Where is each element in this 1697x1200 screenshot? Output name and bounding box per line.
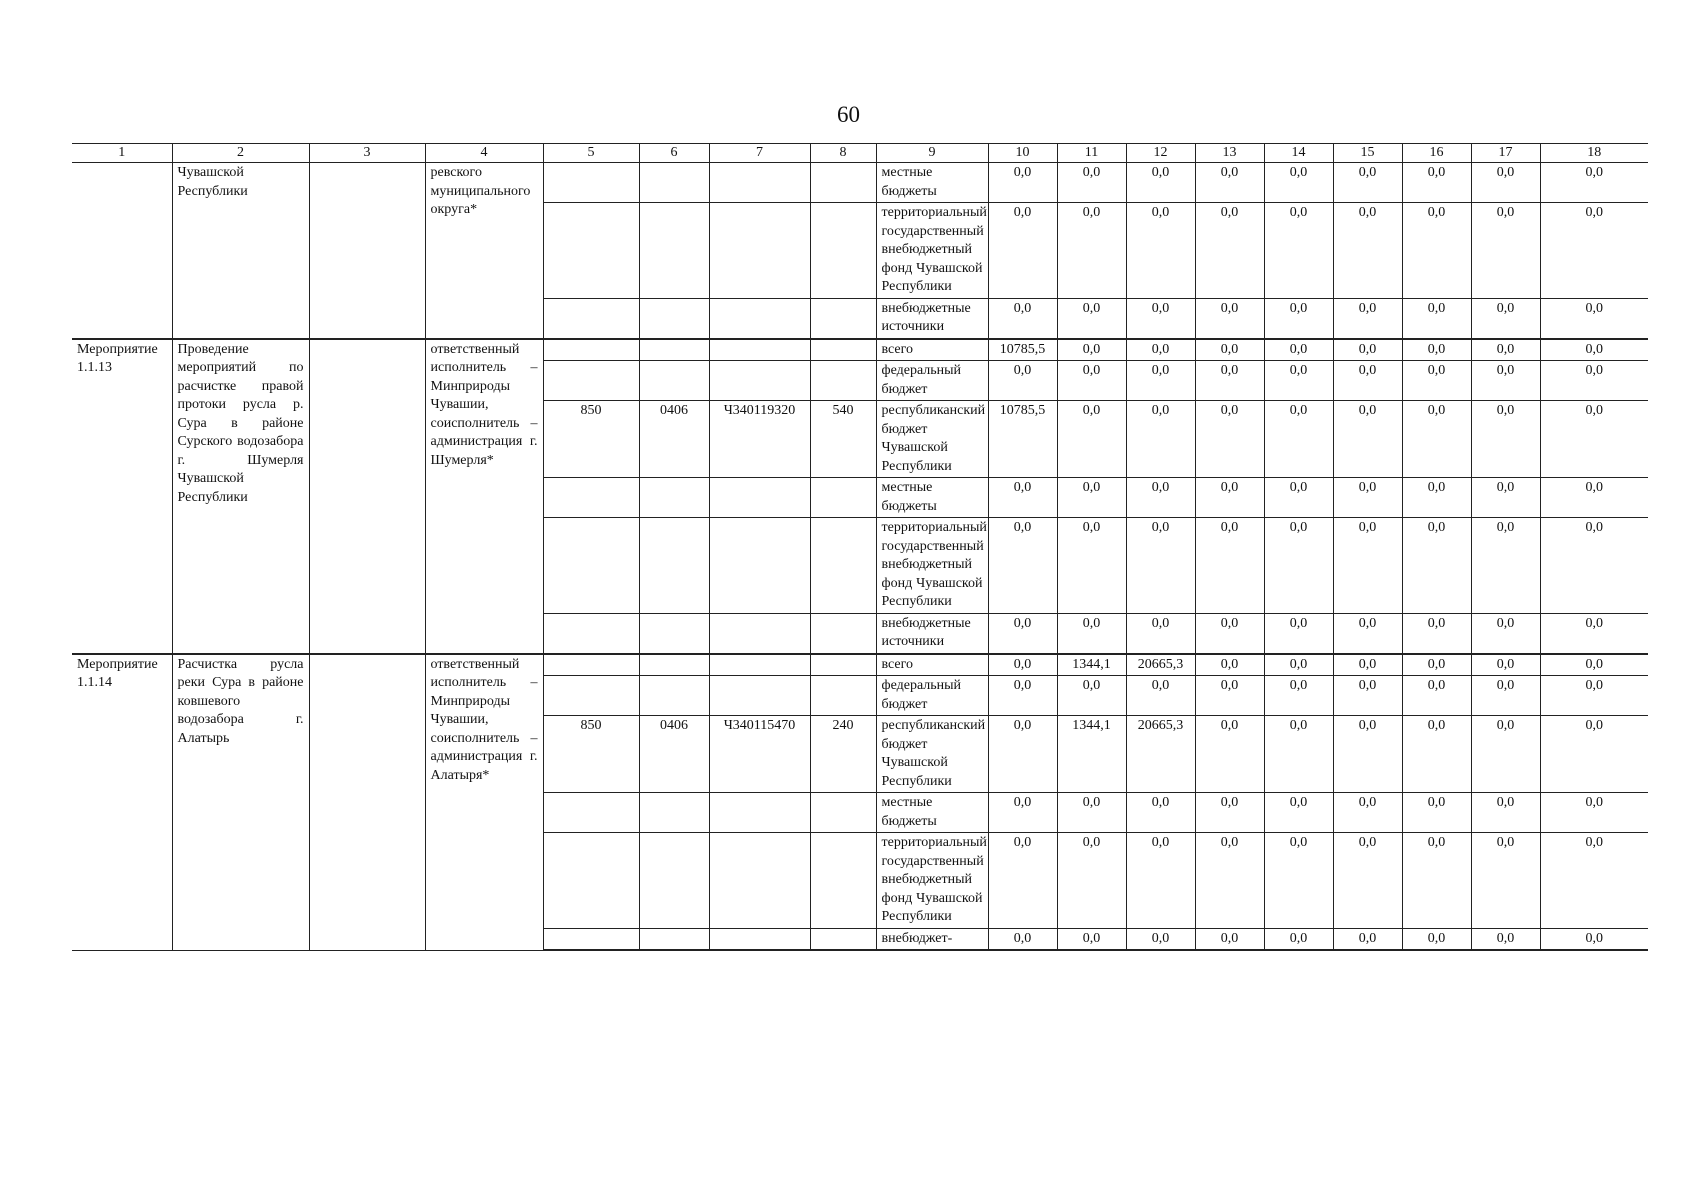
value-cell-col-10: 0,0	[988, 716, 1057, 793]
value-cell-col-18: 0,0	[1540, 298, 1648, 339]
value-cell-col-18: 0,0	[1540, 339, 1648, 361]
value-cell-col-15: 0,0	[1333, 361, 1402, 401]
value-cell-col-13: 0,0	[1195, 928, 1264, 950]
event-number-cell: Мероприятие 1.1.13	[72, 339, 172, 654]
value-cell-col-15: 0,0	[1333, 339, 1402, 361]
column-3-cell	[309, 339, 425, 654]
event-name-cell: Чувашской Республики	[172, 163, 309, 339]
value-cell-col-16: 0,0	[1402, 478, 1471, 518]
expense-type-cell	[810, 163, 876, 203]
value-cell-col-12: 0,0	[1126, 518, 1195, 614]
value-cell-col-10: 0,0	[988, 654, 1057, 676]
expense-type-cell	[810, 339, 876, 361]
value-cell-col-17: 0,0	[1471, 163, 1540, 203]
grbs-code-cell	[543, 298, 639, 339]
section-code-cell	[639, 518, 709, 614]
value-cell-col-11: 0,0	[1057, 163, 1126, 203]
expense-type-cell	[810, 298, 876, 339]
value-cell-col-13: 0,0	[1195, 401, 1264, 478]
funding-source-cell: внебюджетные источники	[876, 298, 988, 339]
target-article-cell	[709, 928, 810, 950]
column-number-17: 17	[1471, 144, 1540, 163]
value-cell-col-10: 0,0	[988, 833, 1057, 929]
funding-source-cell: внебюджетные источники	[876, 613, 988, 654]
value-cell-col-11: 1344,1	[1057, 654, 1126, 676]
value-cell-col-16: 0,0	[1402, 676, 1471, 716]
value-cell-col-18: 0,0	[1540, 716, 1648, 793]
value-cell-col-15: 0,0	[1333, 298, 1402, 339]
column-number-2: 2	[172, 144, 309, 163]
funding-source-cell: внебюджет-	[876, 928, 988, 950]
value-cell-col-18: 0,0	[1540, 654, 1648, 676]
target-article-cell	[709, 833, 810, 929]
value-cell-col-13: 0,0	[1195, 833, 1264, 929]
grbs-code-cell	[543, 928, 639, 950]
column-number-3: 3	[309, 144, 425, 163]
expense-type-cell	[810, 518, 876, 614]
value-cell-col-15: 0,0	[1333, 833, 1402, 929]
value-cell-col-12: 0,0	[1126, 361, 1195, 401]
value-cell-col-14: 0,0	[1264, 203, 1333, 299]
value-cell-col-14: 0,0	[1264, 928, 1333, 950]
value-cell-col-16: 0,0	[1402, 928, 1471, 950]
value-cell-col-15: 0,0	[1333, 478, 1402, 518]
expense-type-cell	[810, 793, 876, 833]
target-article-cell	[709, 478, 810, 518]
section-code-cell	[639, 203, 709, 299]
grbs-code-cell	[543, 361, 639, 401]
value-cell-col-15: 0,0	[1333, 793, 1402, 833]
expense-type-cell	[810, 833, 876, 929]
value-cell-col-16: 0,0	[1402, 793, 1471, 833]
value-cell-col-14: 0,0	[1264, 163, 1333, 203]
funding-source-cell: местные бюджеты	[876, 793, 988, 833]
value-cell-col-15: 0,0	[1333, 203, 1402, 299]
value-cell-col-15: 0,0	[1333, 163, 1402, 203]
funding-source-cell: территориальный государственный внебюджетный фонд Чувашской Республики	[876, 203, 988, 299]
funding-source-cell: местные бюджеты	[876, 163, 988, 203]
budget-table	[72, 143, 1648, 951]
funding-source-cell: федеральный бюджет	[876, 676, 988, 716]
value-cell-col-14: 0,0	[1264, 478, 1333, 518]
column-number-4: 4	[425, 144, 543, 163]
value-cell-col-10: 0,0	[988, 298, 1057, 339]
table-row	[72, 163, 1648, 203]
value-cell-col-18: 0,0	[1540, 361, 1648, 401]
value-cell-col-17: 0,0	[1471, 361, 1540, 401]
target-article-cell: Ч340119320	[709, 401, 810, 478]
expense-type-cell	[810, 654, 876, 676]
value-cell-col-15: 0,0	[1333, 401, 1402, 478]
value-cell-col-14: 0,0	[1264, 833, 1333, 929]
section-code-cell	[639, 478, 709, 518]
section-code-cell	[639, 928, 709, 950]
value-cell-col-15: 0,0	[1333, 928, 1402, 950]
value-cell-col-13: 0,0	[1195, 793, 1264, 833]
value-cell-col-10: 10785,5	[988, 401, 1057, 478]
value-cell-col-18: 0,0	[1540, 613, 1648, 654]
value-cell-col-18: 0,0	[1540, 833, 1648, 929]
value-cell-col-11: 0,0	[1057, 833, 1126, 929]
funding-source-cell: федеральный бюджет	[876, 361, 988, 401]
value-cell-col-15: 0,0	[1333, 613, 1402, 654]
value-cell-col-17: 0,0	[1471, 676, 1540, 716]
executor-cell: ответственный исполнитель – Минприроды Чувашии, соисполнитель – администрация г. Шумерля*	[425, 339, 543, 654]
value-cell-col-15: 0,0	[1333, 716, 1402, 793]
target-article-cell	[709, 613, 810, 654]
value-cell-col-11: 0,0	[1057, 518, 1126, 614]
value-cell-col-13: 0,0	[1195, 361, 1264, 401]
value-cell-col-14: 0,0	[1264, 339, 1333, 361]
value-cell-col-17: 0,0	[1471, 613, 1540, 654]
target-article-cell	[709, 339, 810, 361]
value-cell-col-12: 0,0	[1126, 401, 1195, 478]
value-cell-col-13: 0,0	[1195, 163, 1264, 203]
column-number-14: 14	[1264, 144, 1333, 163]
value-cell-col-10: 0,0	[988, 203, 1057, 299]
value-cell-col-10: 0,0	[988, 518, 1057, 614]
page-number: 60	[837, 102, 860, 127]
target-article-cell	[709, 361, 810, 401]
column-number-18: 18	[1540, 144, 1648, 163]
section-code-cell: 0406	[639, 401, 709, 478]
value-cell-col-17: 0,0	[1471, 928, 1540, 950]
value-cell-col-17: 0,0	[1471, 401, 1540, 478]
value-cell-col-12: 0,0	[1126, 793, 1195, 833]
expense-type-cell: 240	[810, 716, 876, 793]
value-cell-col-11: 0,0	[1057, 613, 1126, 654]
value-cell-col-18: 0,0	[1540, 163, 1648, 203]
value-cell-col-12: 0,0	[1126, 613, 1195, 654]
grbs-code-cell	[543, 518, 639, 614]
column-number-9: 9	[876, 144, 988, 163]
value-cell-col-17: 0,0	[1471, 339, 1540, 361]
target-article-cell	[709, 654, 810, 676]
column-3-cell	[309, 654, 425, 951]
value-cell-col-17: 0,0	[1471, 478, 1540, 518]
value-cell-col-17: 0,0	[1471, 203, 1540, 299]
section-code-cell	[639, 676, 709, 716]
grbs-code-cell: 850	[543, 401, 639, 478]
target-article-cell	[709, 163, 810, 203]
target-article-cell	[709, 676, 810, 716]
grbs-code-cell	[543, 793, 639, 833]
column-number-header	[72, 144, 1648, 163]
grbs-code-cell	[543, 676, 639, 716]
table-body	[72, 163, 1648, 951]
value-cell-col-16: 0,0	[1402, 401, 1471, 478]
expense-type-cell	[810, 361, 876, 401]
column-number-1: 1	[72, 144, 172, 163]
value-cell-col-10: 0,0	[988, 361, 1057, 401]
value-cell-col-13: 0,0	[1195, 339, 1264, 361]
column-number-10: 10	[988, 144, 1057, 163]
funding-source-cell: всего	[876, 654, 988, 676]
value-cell-col-18: 0,0	[1540, 518, 1648, 614]
column-3-cell	[309, 163, 425, 339]
value-cell-col-17: 0,0	[1471, 716, 1540, 793]
value-cell-col-13: 0,0	[1195, 298, 1264, 339]
funding-source-cell: республиканский бюджет Чувашской Республики	[876, 716, 988, 793]
value-cell-col-13: 0,0	[1195, 478, 1264, 518]
event-number-cell: Мероприятие 1.1.14	[72, 654, 172, 951]
value-cell-col-13: 0,0	[1195, 203, 1264, 299]
value-cell-col-16: 0,0	[1402, 298, 1471, 339]
expense-type-cell	[810, 676, 876, 716]
value-cell-col-14: 0,0	[1264, 676, 1333, 716]
value-cell-col-14: 0,0	[1264, 654, 1333, 676]
value-cell-col-18: 0,0	[1540, 676, 1648, 716]
value-cell-col-10: 10785,5	[988, 339, 1057, 361]
expense-type-cell	[810, 928, 876, 950]
value-cell-col-12: 0,0	[1126, 163, 1195, 203]
section-code-cell	[639, 339, 709, 361]
value-cell-col-15: 0,0	[1333, 518, 1402, 614]
grbs-code-cell	[543, 478, 639, 518]
grbs-code-cell	[543, 654, 639, 676]
value-cell-col-12: 0,0	[1126, 833, 1195, 929]
event-name-cell: Проведение мероприятий по расчистке правой протоки русла р. Сура в районе Сурского водозабора г. Шумерля Чувашской Республики	[172, 339, 309, 654]
target-article-cell	[709, 298, 810, 339]
value-cell-col-11: 0,0	[1057, 676, 1126, 716]
expense-type-cell	[810, 478, 876, 518]
value-cell-col-16: 0,0	[1402, 716, 1471, 793]
grbs-code-cell	[543, 833, 639, 929]
column-number-7: 7	[709, 144, 810, 163]
column-number-5: 5	[543, 144, 639, 163]
value-cell-col-15: 0,0	[1333, 676, 1402, 716]
event-number-cell	[72, 163, 172, 339]
grbs-code-cell	[543, 339, 639, 361]
value-cell-col-14: 0,0	[1264, 793, 1333, 833]
value-cell-col-11: 0,0	[1057, 361, 1126, 401]
grbs-code-cell: 850	[543, 716, 639, 793]
section-code-cell	[639, 793, 709, 833]
expense-type-cell: 540	[810, 401, 876, 478]
value-cell-col-13: 0,0	[1195, 518, 1264, 614]
funding-source-cell: территориальный государственный внебюджетный фонд Чувашской Республики	[876, 833, 988, 929]
value-cell-col-18: 0,0	[1540, 401, 1648, 478]
column-number-13: 13	[1195, 144, 1264, 163]
value-cell-col-17: 0,0	[1471, 833, 1540, 929]
value-cell-col-12: 20665,3	[1126, 716, 1195, 793]
value-cell-col-16: 0,0	[1402, 613, 1471, 654]
expense-type-cell	[810, 203, 876, 299]
section-code-cell: 0406	[639, 716, 709, 793]
value-cell-col-13: 0,0	[1195, 613, 1264, 654]
section-code-cell	[639, 361, 709, 401]
value-cell-col-18: 0,0	[1540, 928, 1648, 950]
column-number-15: 15	[1333, 144, 1402, 163]
value-cell-col-16: 0,0	[1402, 654, 1471, 676]
value-cell-col-16: 0,0	[1402, 361, 1471, 401]
value-cell-col-12: 0,0	[1126, 928, 1195, 950]
expense-type-cell	[810, 613, 876, 654]
column-number-11: 11	[1057, 144, 1126, 163]
value-cell-col-11: 0,0	[1057, 339, 1126, 361]
value-cell-col-14: 0,0	[1264, 401, 1333, 478]
value-cell-col-11: 0,0	[1057, 478, 1126, 518]
target-article-cell: Ч340115470	[709, 716, 810, 793]
executor-cell: ответственный исполнитель – Минприроды Чувашии, соисполнитель – администрация г. Алатыря*	[425, 654, 543, 951]
value-cell-col-18: 0,0	[1540, 793, 1648, 833]
value-cell-col-10: 0,0	[988, 928, 1057, 950]
value-cell-col-17: 0,0	[1471, 298, 1540, 339]
value-cell-col-12: 0,0	[1126, 203, 1195, 299]
value-cell-col-12: 0,0	[1126, 339, 1195, 361]
grbs-code-cell	[543, 163, 639, 203]
value-cell-col-17: 0,0	[1471, 518, 1540, 614]
column-number-12: 12	[1126, 144, 1195, 163]
event-name-cell: Расчистка русла реки Сура в районе ковшевого водозабора г. Алатырь	[172, 654, 309, 951]
value-cell-col-10: 0,0	[988, 613, 1057, 654]
value-cell-col-10: 0,0	[988, 676, 1057, 716]
section-code-cell	[639, 298, 709, 339]
table-row	[72, 339, 1648, 361]
value-cell-col-17: 0,0	[1471, 793, 1540, 833]
value-cell-col-10: 0,0	[988, 793, 1057, 833]
table-row	[72, 654, 1648, 676]
funding-source-cell: территориальный государственный внебюджетный фонд Чувашской Республики	[876, 518, 988, 614]
value-cell-col-17: 0,0	[1471, 654, 1540, 676]
header-row	[72, 144, 1648, 163]
target-article-cell	[709, 793, 810, 833]
value-cell-col-13: 0,0	[1195, 676, 1264, 716]
column-number-8: 8	[810, 144, 876, 163]
value-cell-col-11: 1344,1	[1057, 716, 1126, 793]
value-cell-col-11: 0,0	[1057, 298, 1126, 339]
section-code-cell	[639, 163, 709, 203]
value-cell-col-14: 0,0	[1264, 518, 1333, 614]
column-number-6: 6	[639, 144, 709, 163]
value-cell-col-12: 0,0	[1126, 298, 1195, 339]
section-code-cell	[639, 833, 709, 929]
column-number-16: 16	[1402, 144, 1471, 163]
value-cell-col-11: 0,0	[1057, 401, 1126, 478]
target-article-cell	[709, 518, 810, 614]
section-code-cell	[639, 654, 709, 676]
value-cell-col-10: 0,0	[988, 163, 1057, 203]
value-cell-col-18: 0,0	[1540, 203, 1648, 299]
value-cell-col-14: 0,0	[1264, 298, 1333, 339]
value-cell-col-10: 0,0	[988, 478, 1057, 518]
value-cell-col-11: 0,0	[1057, 928, 1126, 950]
value-cell-col-12: 0,0	[1126, 676, 1195, 716]
value-cell-col-16: 0,0	[1402, 203, 1471, 299]
value-cell-col-11: 0,0	[1057, 793, 1126, 833]
value-cell-col-16: 0,0	[1402, 163, 1471, 203]
funding-source-cell: всего	[876, 339, 988, 361]
value-cell-col-12: 20665,3	[1126, 654, 1195, 676]
value-cell-col-14: 0,0	[1264, 613, 1333, 654]
section-code-cell	[639, 613, 709, 654]
funding-source-cell: республиканский бюджет Чувашской Республики	[876, 401, 988, 478]
value-cell-col-16: 0,0	[1402, 339, 1471, 361]
executor-cell: ревского муниципального округа*	[425, 163, 543, 339]
value-cell-col-16: 0,0	[1402, 833, 1471, 929]
target-article-cell	[709, 203, 810, 299]
grbs-code-cell	[543, 203, 639, 299]
value-cell-col-13: 0,0	[1195, 654, 1264, 676]
value-cell-col-14: 0,0	[1264, 361, 1333, 401]
value-cell-col-14: 0,0	[1264, 716, 1333, 793]
funding-source-cell: местные бюджеты	[876, 478, 988, 518]
value-cell-col-16: 0,0	[1402, 518, 1471, 614]
value-cell-col-12: 0,0	[1126, 478, 1195, 518]
value-cell-col-11: 0,0	[1057, 203, 1126, 299]
value-cell-col-18: 0,0	[1540, 478, 1648, 518]
grbs-code-cell	[543, 613, 639, 654]
value-cell-col-15: 0,0	[1333, 654, 1402, 676]
value-cell-col-13: 0,0	[1195, 716, 1264, 793]
